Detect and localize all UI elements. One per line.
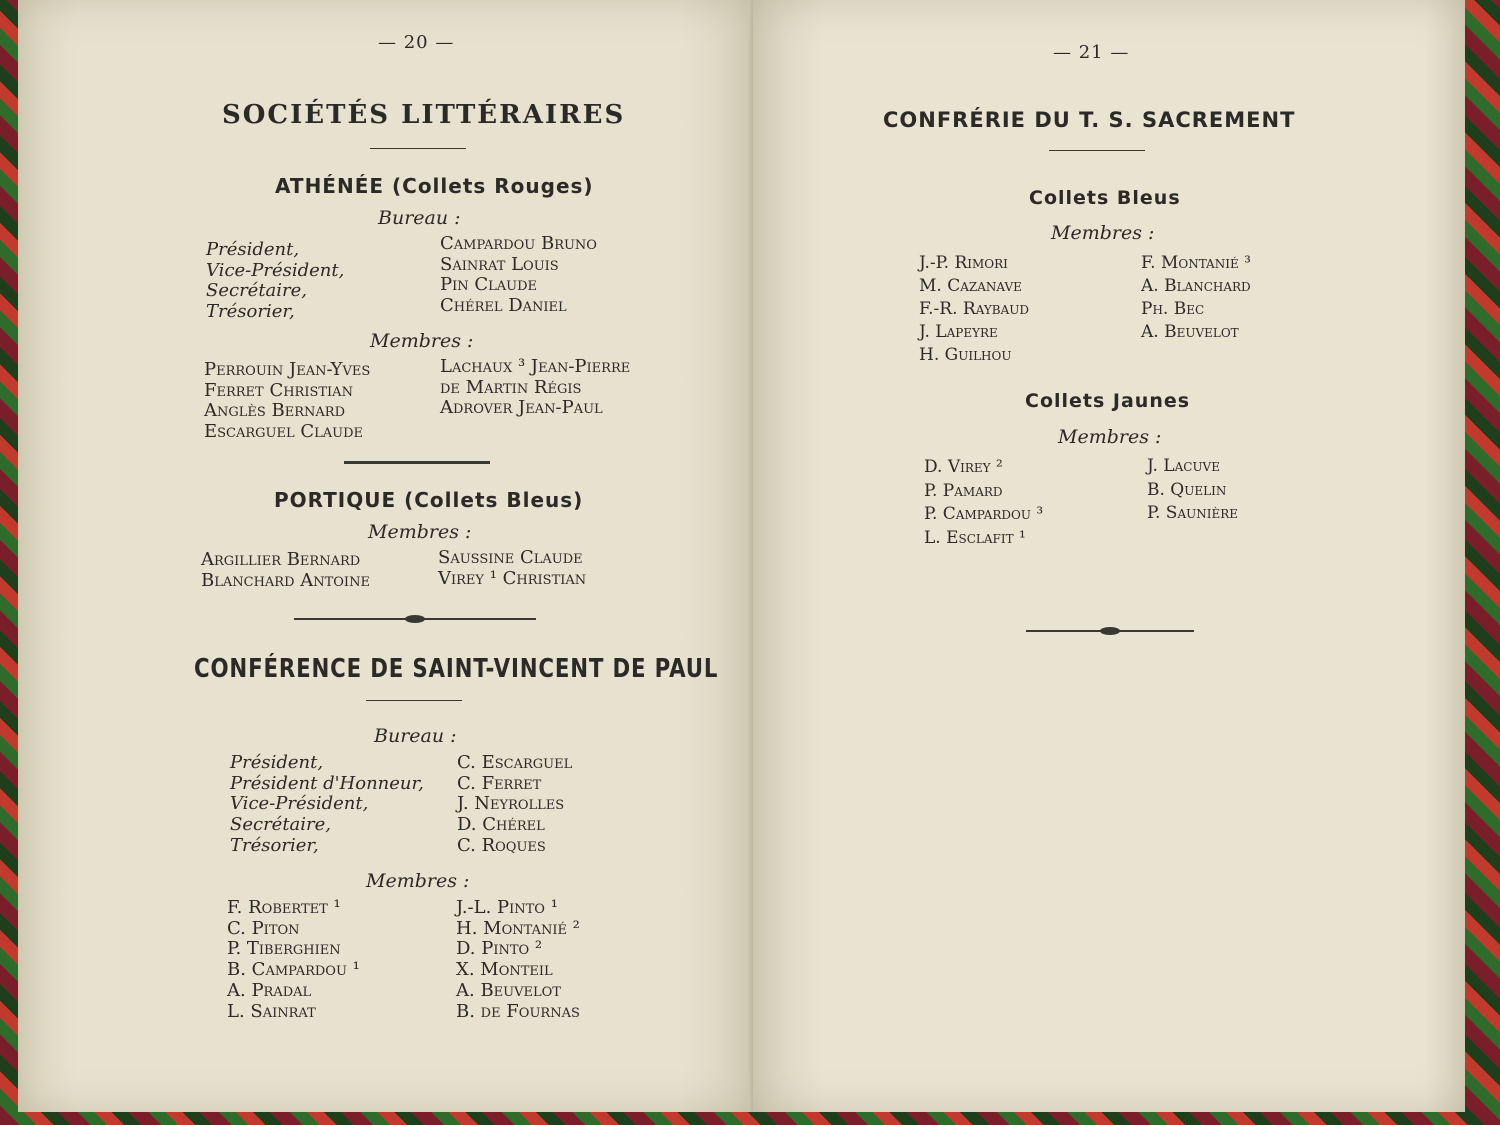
section-title-confrerie: CONFRÉRIE DU T. S. SACREMENT bbox=[883, 108, 1296, 132]
member: J. Lapeyre bbox=[919, 322, 998, 342]
member: H. Montanié ² bbox=[456, 917, 580, 939]
athenee-roles bbox=[206, 240, 344, 323]
portique-heading: PORTIQUE (Collets Bleus) bbox=[274, 488, 584, 512]
conference-members-col2 bbox=[456, 898, 580, 1022]
conference-bureau-label: Bureau : bbox=[374, 725, 457, 747]
member: de Martin Régis bbox=[440, 376, 582, 398]
right-page bbox=[753, 0, 1465, 1112]
athenee-bureau-label: Bureau : bbox=[378, 207, 461, 229]
member: Ferret Christian bbox=[204, 379, 353, 401]
member: Perrouin Jean-Yves bbox=[204, 359, 371, 380]
member: C. Piton bbox=[227, 917, 300, 939]
member: H. Guilhou bbox=[919, 345, 1012, 365]
left-page bbox=[18, 0, 753, 1112]
member: Escarguel Claude bbox=[204, 421, 364, 443]
role: Secrétaire, bbox=[206, 280, 308, 302]
member: B. Quelin bbox=[1147, 479, 1227, 500]
member: J. Lacuve bbox=[1147, 456, 1220, 476]
ornament-divider bbox=[294, 618, 536, 620]
member: Blanchard Antoine bbox=[201, 569, 370, 591]
page-number-left: — 20 — bbox=[378, 32, 455, 53]
athenee-membres-label: Membres : bbox=[370, 330, 474, 352]
conference-membres-label: Membres : bbox=[366, 870, 470, 892]
section-divider bbox=[344, 461, 490, 464]
member: F.-R. Raybaud bbox=[919, 299, 1030, 319]
conference-roles bbox=[230, 753, 424, 857]
member: A. Beuvelot bbox=[1141, 322, 1239, 342]
member: P. Tiberghien bbox=[227, 938, 341, 960]
member: A. Pradal bbox=[227, 979, 312, 1001]
member: B. Campardou ¹ bbox=[227, 959, 360, 981]
athenee-heading: ATHÉNÉE (Collets Rouges) bbox=[275, 174, 594, 198]
member: Ph. Bec bbox=[1141, 299, 1205, 319]
officer-name: C. Ferret bbox=[457, 772, 542, 794]
bleus-members-col1 bbox=[919, 252, 1029, 367]
ornament-divider bbox=[1026, 630, 1194, 632]
member: A. Blanchard bbox=[1141, 276, 1251, 296]
jaunes-members-col2 bbox=[1147, 455, 1238, 526]
jaunes-members-col1 bbox=[924, 456, 1043, 550]
officer-name: C. Escarguel bbox=[457, 752, 573, 773]
officer-name: J. Neyrolles bbox=[457, 793, 565, 815]
member: A. Beuvelot bbox=[456, 979, 561, 1001]
officer-name: Chérel Daniel bbox=[440, 295, 567, 317]
officer-name: C. Roques bbox=[457, 834, 546, 856]
collets-bleus-heading: Collets Bleus bbox=[1029, 187, 1181, 209]
officer-name: Sainrat Louis bbox=[440, 253, 559, 275]
conference-heading: CONFÉRENCE DE SAINT-VINCENT DE PAUL bbox=[194, 654, 719, 684]
role: Président, bbox=[230, 752, 324, 773]
title-rule bbox=[1049, 150, 1145, 151]
role: Trésorier, bbox=[206, 301, 295, 323]
bleus-membres-label: Membres : bbox=[1051, 222, 1155, 244]
member: D. Pinto ² bbox=[456, 938, 543, 960]
member: P. Campardou ³ bbox=[924, 504, 1044, 524]
athenee-names bbox=[440, 234, 597, 317]
member: B. de Fournas bbox=[456, 1000, 580, 1022]
officer-name: Pin Claude bbox=[440, 274, 538, 296]
member: J.-L. Pinto ¹ bbox=[456, 897, 558, 918]
section-title-societes: SOCIÉTÉS LITTÉRAIRES bbox=[222, 100, 626, 130]
role: Secrétaire, bbox=[230, 814, 332, 836]
member: Argillier Bernard bbox=[201, 549, 361, 570]
role: Vice-Président, bbox=[230, 793, 369, 815]
member: P. Pamard bbox=[924, 480, 1003, 501]
member: D. Virey ² bbox=[924, 457, 1003, 477]
member: L. Esclafit ¹ bbox=[924, 527, 1026, 548]
member: F. Robertet ¹ bbox=[227, 897, 341, 918]
member: Anglès Bernard bbox=[204, 400, 345, 422]
member: Saussine Claude bbox=[438, 547, 583, 568]
page-number-right: — 21 — bbox=[1053, 42, 1130, 63]
officer-name: D. Chérel bbox=[457, 814, 545, 836]
title-rule bbox=[370, 148, 466, 149]
conference-rule bbox=[366, 700, 462, 701]
athenee-members-col1 bbox=[204, 360, 370, 443]
role: Président, bbox=[206, 239, 300, 260]
member: Lachaux ³ Jean-Pierre bbox=[440, 356, 631, 377]
collets-jaunes-heading: Collets Jaunes bbox=[1025, 390, 1191, 412]
portique-membres-label: Membres : bbox=[368, 521, 472, 543]
member: Virey ¹ Christian bbox=[438, 567, 587, 589]
role: Trésorier, bbox=[230, 834, 319, 856]
role: Président d'Honneur, bbox=[230, 772, 424, 794]
conference-names bbox=[457, 753, 572, 857]
member: F. Montanié ³ bbox=[1141, 253, 1251, 273]
officer-name: Campardou Bruno bbox=[440, 233, 597, 254]
member: P. Saunière bbox=[1147, 503, 1239, 523]
member: J.-P. Rimori bbox=[919, 253, 1008, 273]
role: Vice-Président, bbox=[206, 259, 345, 281]
member: Adrover Jean-Paul bbox=[440, 397, 603, 419]
member: L. Sainrat bbox=[227, 1000, 316, 1022]
bleus-members-col2 bbox=[1141, 252, 1251, 344]
portique-members-col2 bbox=[438, 548, 586, 589]
member: X. Monteil bbox=[456, 959, 553, 981]
jaunes-membres-label: Membres : bbox=[1058, 426, 1162, 448]
member: M. Cazanave bbox=[919, 276, 1022, 296]
conference-members-col1 bbox=[227, 898, 360, 1022]
portique-members-col1 bbox=[201, 550, 370, 591]
athenee-members-col2 bbox=[440, 357, 630, 419]
